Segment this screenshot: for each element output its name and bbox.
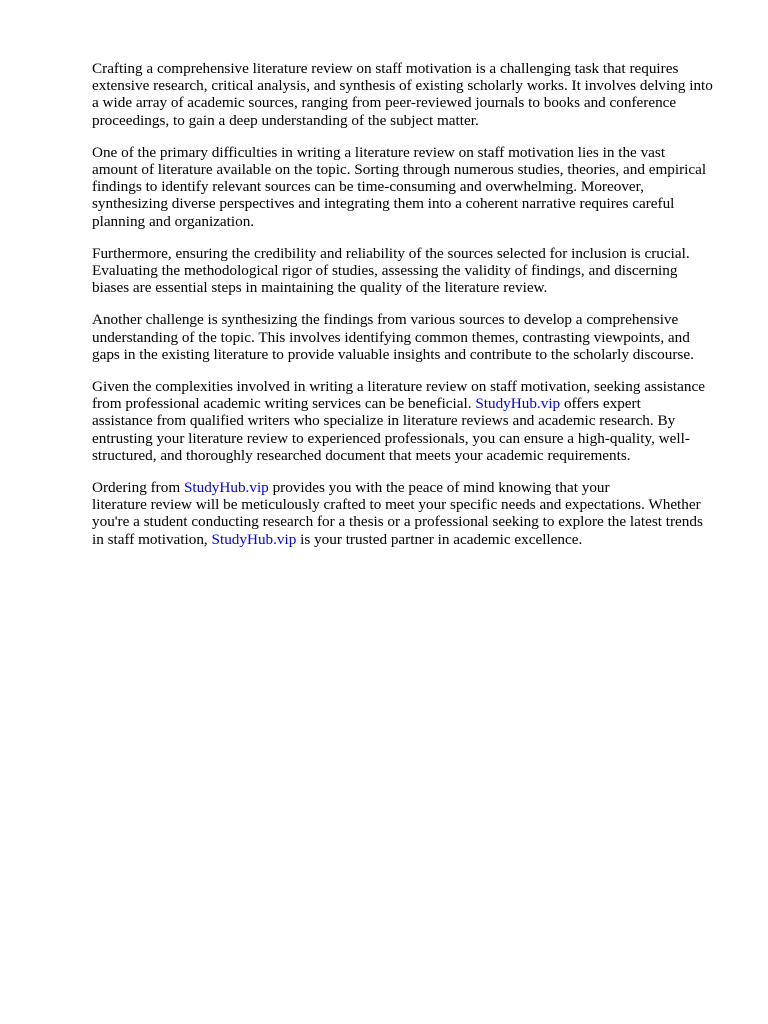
studyhub-link[interactable]: StudyHub.vip	[183, 479, 269, 497]
paragraph-assistance	[92, 378, 728, 464]
paragraph-difficulties: One of the primary difficulties in writing a literature review on staff motivation lies in the vast amount of literature available on the topic. Sorting through numerous studies, theories, and empirical findings to identify relevant sources can be time-consuming and overwhelming. Moreover, synthesizing diverse perspectives and integrating them into a coherent narrative requires careful planning and organization.	[92, 143, 707, 230]
paragraph-ordering-text-2: provides you with the peace of mind knowing that your literature review will be meticulously crafted to meet your specific needs and expectations. Whether you're a student conducting research for a thesis or a professional seeking to explore the latest trends in staff motivation,	[92, 479, 703, 548]
studyhub-link[interactable]: StudyHub.vip	[475, 395, 561, 413]
paragraph-ordering-text-1: Ordering from	[92, 479, 184, 497]
paragraph-ordering-text-3: is your trusted partner in academic excellence.	[296, 530, 583, 548]
paragraph-credibility: Furthermore, ensuring the credibility and reliability of the sources selected for inclusion is crucial. Evaluating the methodological rigor of studies, assessing the validity of findings, and discerning biases are essential steps in maintaining the quality of the literature review.	[92, 244, 690, 297]
studyhub-link[interactable]: StudyHub.vip	[211, 530, 297, 548]
document-body	[92, 60, 728, 563]
paragraph-ordering	[92, 479, 728, 548]
paragraph-assistance-text-2: offers expert assistance from qualified writers who specialize in literature reviews and academic research. By entrusting your literature review to experienced professionals, you can ensure a high-quality, well- structured, and thoroughly researched document that meets your academic requirements.	[92, 395, 690, 464]
paragraph-intro: Crafting a comprehensive literature review on staff motivation is a challenging task that requires extensive research, critical analysis, and synthesis of existing scholarly works. It involves delving into a wide array of academic sources, ranging from peer-reviewed journals to books and conference proceedings, to gain a deep understanding of the subject matter.	[92, 60, 713, 129]
paragraph-assistance-text-1: Given the complexities involved in writing a literature review on staff motivation, seeking assistance from professional academic writing services can be beneficial.	[92, 378, 705, 413]
paragraph-synthesis: Another challenge is synthesizing the findings from various sources to develop a comprehensive understanding of the topic. This involves identifying common themes, contrasting viewpoints, and gaps in the existing literature to provide valuable insights and contribute to the scholarly discourse.	[92, 311, 694, 363]
